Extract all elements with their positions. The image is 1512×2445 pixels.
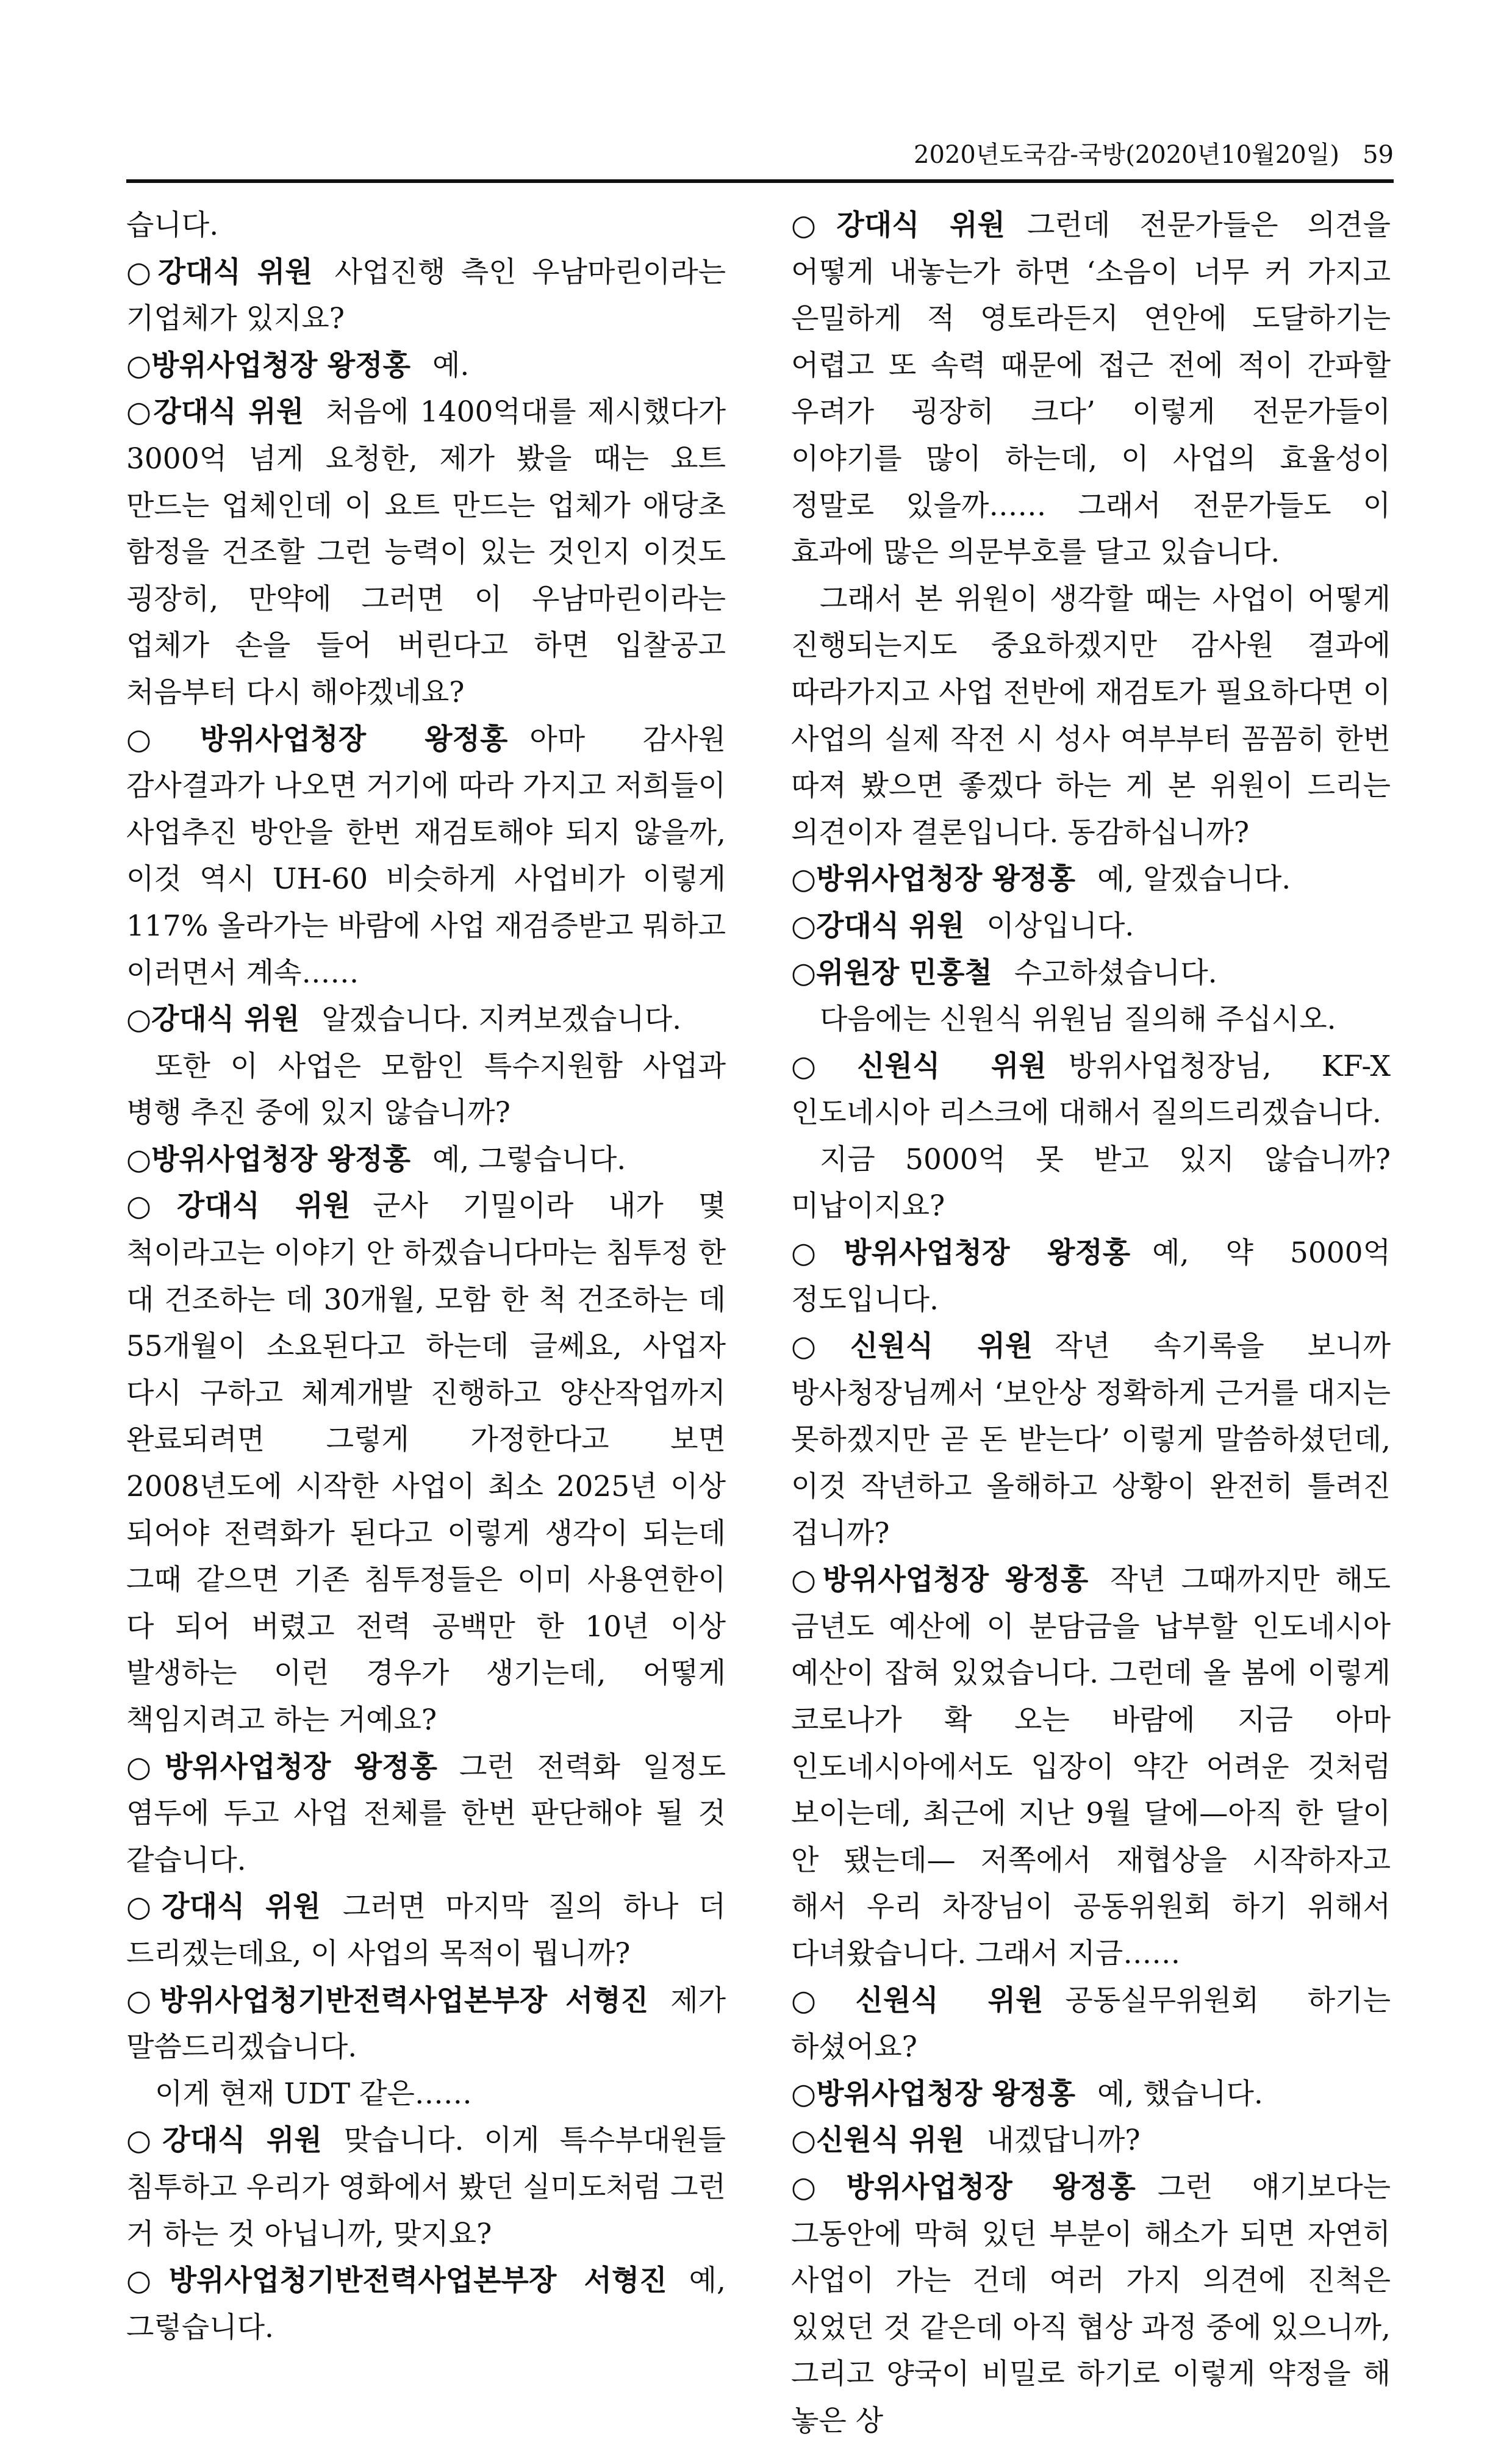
continuation-paragraph bbox=[126, 1044, 726, 1137]
speech-paragraph bbox=[791, 2117, 1391, 2164]
left-column bbox=[126, 202, 726, 2351]
speaker-name: ○방위사업청장 왕정홍 bbox=[126, 1750, 437, 1784]
speech-paragraph bbox=[791, 2071, 1391, 2118]
speech-text: 군사 기밀이라 내가 몇 척이라고는 이야기 안 하겠습니다마는 침투정 한 대 건조하는 데 30개월, 모함 한 척 건조하는 데 55개월이 소요된다고 하는데 글쎄요, 사업자 다시 구하고 체계개발 진행하고 양산작업까지 완료되려면 그렇게 가정한다고 보면 2008년도에 시작한 사업이 최소 2025년 이상 되어야 전력화가 된다고 이렇게 생각이 되는데 그때 같으면 기존 침투정들은 이미 사용연한이 다 되어 버렸고 전력 공백만 한 10년 이상 발생하는 이런 경우가 생기는데, 어떻게 책임지려고 하는 거예요? bbox=[126, 1189, 726, 1737]
speaker-name: ○신원식 위원 bbox=[791, 2124, 965, 2158]
speech-text: 예. bbox=[432, 348, 470, 382]
speech-paragraph bbox=[791, 202, 1391, 576]
speech-paragraph bbox=[126, 1183, 726, 1744]
speech-paragraph bbox=[126, 1884, 726, 1977]
continuation-paragraph bbox=[791, 576, 1391, 857]
speaker-name: ○신원식 위원 bbox=[791, 1049, 1047, 1083]
speaker-name: ○방위사업청기반전력사업본부장 서형진 bbox=[126, 1983, 649, 2017]
speech-text: 사업진행 측인 우남마린이라는 기업체가 있지요? bbox=[126, 255, 726, 336]
speaker-name: ○방위사업청장 왕정홍 bbox=[791, 2077, 1075, 2111]
header-rule bbox=[126, 179, 1394, 183]
speech-paragraph bbox=[791, 1044, 1391, 1137]
speaker-name: ○방위사업청장 왕정홍 bbox=[791, 1563, 1089, 1597]
speech-text: 예, 그렇습니다. bbox=[126, 2264, 726, 2344]
speech-text: 작년 속기록을 보니까 방사청장님께서 ‘보안상 정확하게 근거를 대지는 못하겠지만 곧 돈 받는다’ 이렇게 말씀하셨던데, 이것 작년하고 올해하고 상황이 완전히 틀려진 겁니까? bbox=[791, 1330, 1391, 1550]
speech-text: 그런 얘기보다는 그동안에 막혀 있던 부분이 해소가 되면 자연히 사업이 가는 건데 여러 가지 의견에 진척은 있었던 것 같은데 아직 협상 과정 중에 있으니까, 그리고 양국이 비밀로 하기로 이렇게 약정을 해 놓은 상 bbox=[791, 2170, 1391, 2438]
speaker-name: ○방위사업청장 왕정홍 bbox=[791, 1236, 1131, 1270]
speaker-name: ○강대식 위원 bbox=[126, 395, 304, 429]
speaker-name: ○방위사업청기반전력사업본부장 서형진 bbox=[126, 2264, 667, 2298]
speech-text: 내겠답니까? bbox=[986, 2124, 1141, 2158]
speech-paragraph bbox=[791, 2164, 1391, 2445]
speech-text: 또한 이 사업은 모함인 특수지원함 사업과 병행 추진 중에 있지 않습니까? bbox=[126, 1049, 726, 1130]
speech-paragraph bbox=[126, 717, 726, 997]
continuation-paragraph bbox=[791, 1137, 1391, 1230]
speech-text: 제가 말씀드리겠습니다. bbox=[126, 1983, 726, 2064]
speech-text: 그러면 마지막 질의 하나 더 드리겠는데요, 이 사업의 목적이 뭡니까? bbox=[126, 1890, 726, 1971]
speaker-name: ○강대식 위원 bbox=[791, 209, 1006, 242]
speech-text: 작년 그때까지만 해도 금년도 예산에 이 분담금을 납부할 인도네시아 예산이 잡혀 있었습니다. 그런데 올 봄에 이렇게 코로나가 확 오는 바람에 지금 아마 인도네시아에서도 입장이 약간 어려운 것처럼 보이는데, 최근에 지난 9월 달에—아직 한 달이 안 됐는데— 저쪽에서 재협상을 시작하자고 해서 우리 차장님이 공동위원회 하기 위해서 다녀왔습니다. 그래서 지금…… bbox=[791, 1563, 1391, 1971]
speaker-name: ○방위사업청장 왕정홍 bbox=[126, 1142, 410, 1176]
speech-paragraph bbox=[791, 1323, 1391, 1557]
speaker-name: ○신원식 위원 bbox=[791, 1983, 1044, 2017]
speech-text: 습니다. bbox=[126, 209, 219, 242]
speech-text: 공동실무위원회 하기는 하셨어요? bbox=[791, 1983, 1391, 2064]
speech-text: 이상입니다. bbox=[986, 909, 1134, 943]
speech-paragraph bbox=[126, 2258, 726, 2351]
speaker-name: ○강대식 위원 bbox=[126, 1003, 300, 1037]
speech-text: 맞습니다. 이게 특수부대원들 침투하고 우리가 영화에서 봤던 실미도처럼 그런 거 하는 것 아닙니까, 맞지요? bbox=[126, 2124, 726, 2251]
continuation-paragraph bbox=[126, 2071, 726, 2118]
speech-text: 그런 전력화 일정도 염두에 두고 사업 전체를 한번 판단해야 될 것 같습니다. bbox=[126, 1750, 726, 1877]
speech-paragraph bbox=[126, 2117, 726, 2258]
speech-paragraph bbox=[126, 343, 726, 390]
running-header bbox=[914, 135, 1394, 170]
speech-text: 처음에 1400억대를 제시했다가 3000억 넘게 요청한, 제가 봤을 때는 요트 만드는 업체인데 이 요트 만드는 업체가 애당초 함정을 건조할 그런 능력이 있는 것인지 이것도 굉장히, 만약에 그러면 이 우남마린이라는 업체가 손을 들어 버린다고 하면 입찰공고 처음부터 다시 해야겠네요? bbox=[126, 395, 726, 709]
speech-text: 예, 알겠습니다. bbox=[1097, 862, 1291, 897]
right-column bbox=[791, 202, 1391, 2445]
speech-paragraph bbox=[126, 997, 726, 1044]
speech-text: 다음에는 신원식 위원님 질의해 주십시오. bbox=[820, 1003, 1336, 1037]
speech-paragraph bbox=[126, 389, 726, 716]
speaker-name: ○강대식 위원 bbox=[126, 255, 313, 289]
speaker-name: ○강대식 위원 bbox=[126, 1189, 351, 1223]
speaker-name: ○신원식 위원 bbox=[791, 1330, 1033, 1364]
speaker-name: ○위원장 민홍철 bbox=[791, 956, 992, 990]
speaker-name: ○강대식 위원 bbox=[791, 909, 965, 943]
speech-paragraph bbox=[791, 1230, 1391, 1323]
speech-text: 수고하셨습니다. bbox=[1014, 956, 1217, 990]
speech-text: 지금 5000억 못 받고 있지 않습니까? 미납이지요? bbox=[791, 1142, 1391, 1223]
speech-text: 그런데 전문가들은 의견을 어떻게 내놓는가 하면 ‘소음이 너무 커 가지고 은밀하게 적 영토라든지 연안에 도달하기는 어렵고 또 속력 때문에 접근 전에 적이 간파할 우려가 굉장히 크다’ 이렇게 전문가들이 이야기를 많이 하는데, 이 사업의 효율성이 정말로 있을까…… 그래서 전문가들도 이 효과에 많은 의문부호를 달고 있습니다. bbox=[791, 209, 1391, 570]
speech-paragraph bbox=[791, 856, 1391, 903]
speech-text: 예, 약 5000억 정도입니다. bbox=[791, 1236, 1391, 1317]
speech-paragraph bbox=[791, 1557, 1391, 1977]
header-title: 2020년도국감-국방(2020년10월20일) bbox=[914, 141, 1339, 169]
continuation-paragraph bbox=[126, 202, 726, 249]
speech-text: 방위사업청장님, KF-X 인도네시아 리스크에 대해서 질의드리겠습니다. bbox=[791, 1049, 1391, 1130]
speaker-name: ○방위사업청장 왕정홍 bbox=[791, 2170, 1136, 2204]
speech-paragraph bbox=[791, 903, 1391, 950]
speech-text: 이게 현재 UDT 같은…… bbox=[155, 2077, 472, 2111]
speech-paragraph bbox=[126, 1978, 726, 2071]
speech-paragraph bbox=[126, 1137, 726, 1184]
speaker-name: ○방위사업청장 왕정홍 bbox=[791, 862, 1075, 897]
speaker-name: ○방위사업청장 왕정홍 bbox=[126, 348, 410, 382]
page-number: 59 bbox=[1363, 141, 1394, 169]
speaker-name: ○강대식 위원 bbox=[126, 1890, 321, 1924]
speech-text: 그래서 본 위원이 생각할 때는 사업이 어떻게 진행되는지도 중요하겠지만 감사원 결과에 따라가지고 사업 전반에 재검토가 필요하다면 이 사업의 실제 작전 시 성사 여부부터 꼼꼼히 한번 따져 봤으면 좋겠다 하는 게 본 위원이 드리는 의견이자 결론입니다. 동감하십니까? bbox=[791, 582, 1391, 850]
speaker-name: ○강대식 위원 bbox=[126, 2124, 322, 2158]
speech-text: 알겠습니다. 지켜보겠습니다. bbox=[321, 1003, 682, 1037]
speech-text: 예, 했습니다. bbox=[1097, 2077, 1263, 2111]
continuation-paragraph bbox=[791, 997, 1391, 1044]
speech-paragraph bbox=[126, 249, 726, 343]
speech-paragraph bbox=[791, 1978, 1391, 2071]
speaker-name: ○방위사업청장 왕정홍 bbox=[126, 722, 508, 756]
speech-text: 예, 그렇습니다. bbox=[432, 1142, 626, 1176]
speech-text: 아마 감사원 감사결과가 나오면 거기에 따라 가지고 저희들이 사업추진 방안을 한번 재검토해야 되지 않을까, 이것 역시 UH-60 비슷하게 사업비가 이렇게 117% 올라가는 바람에 사업 재검증받고 뭐하고 이러면서 계속…… bbox=[126, 722, 726, 990]
speech-paragraph bbox=[791, 950, 1391, 997]
speech-paragraph bbox=[126, 1744, 726, 1885]
